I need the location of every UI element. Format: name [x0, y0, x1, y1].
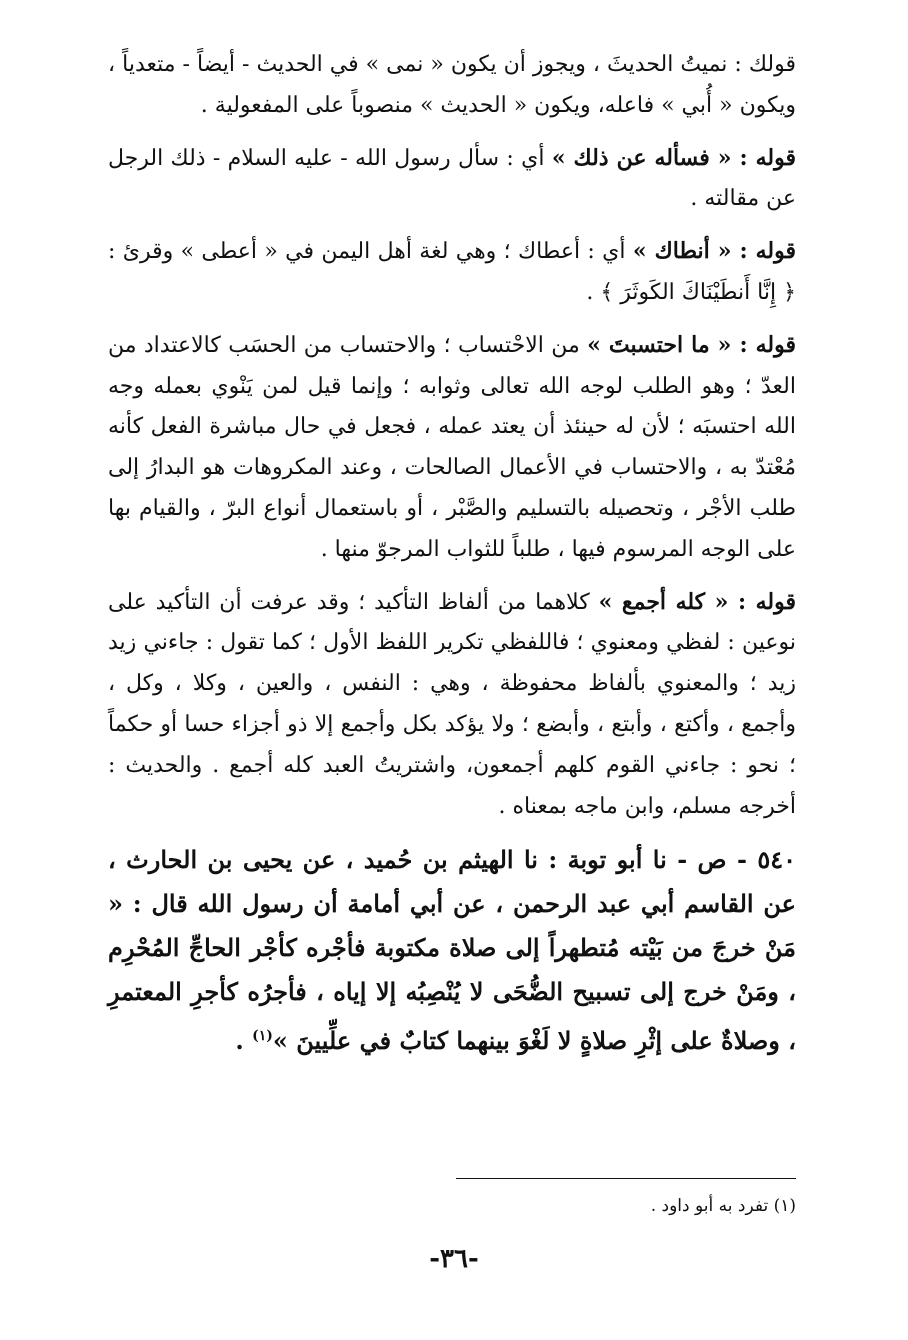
- paragraph-lead: قوله :: [728, 588, 797, 615]
- quoted-term: « كله أجمع »: [598, 588, 729, 615]
- commentary-body: [108, 44, 796, 1074]
- paragraph-text: أي : أعطاك ؛ وهي لغة أهل اليمن في « أعطى » وقرئ : ﴿ إِنَّا أَنطَيْنَاكَ الكَوثَرَ ﴾ .: [108, 239, 796, 305]
- paragraph-1: [108, 44, 796, 127]
- paragraph-5: [108, 582, 796, 828]
- paragraph-3: [108, 231, 796, 314]
- paragraph-2: [108, 138, 796, 221]
- page-number: -٣٦-: [429, 1244, 479, 1274]
- paragraph-lead: قوله :: [731, 331, 796, 358]
- paragraph-4: [108, 325, 796, 571]
- quoted-term: « فسأله عن ذلك »: [551, 144, 732, 171]
- footnote-ref: (١): [252, 1028, 273, 1045]
- hadith-540: [108, 838, 796, 1063]
- quoted-term: « ما احتسبتَ »: [587, 331, 732, 358]
- paragraph-lead: قوله :: [731, 238, 796, 265]
- paragraph-text: قولك : نميتُ الحديثَ ، ويجوز أن يكون « نمى » في الحديث - أيضاً - متعدياً ، ويكون « أُبي » فاعله، ويكون « الحديث » منصوباً على المفعولية .: [108, 52, 796, 118]
- paragraph-text: أي : سأل رسول الله - عليه السلام - ذلك الرجل عن مقالته .: [108, 145, 796, 212]
- paragraph-lead: قوله :: [731, 144, 796, 171]
- paragraph-text: من الاحْتساب ؛ والاحتساب من الحسَب كالاعتداد من العدّ ؛ وهو الطلب لوجه الله تعالى وثوابه ؛ وإنما قيل لمن يَنْوي بعمله وجه الله احتسبَه ؛ لأن له حينئذ أن يعتد عمله ، فجعل في حال مباشرة الفعل كأنه مُعْتدّ به ، والاحتساب في الأعمال الصالحات ، وعند المكروهات هو البدارُ إلى طلب الأجْر ، وتحصيله بالتسليم والصَّبْر ، أو باستعمال أنواع البرّ ، والقيام بها على الوجه المرسوم فيها ، طلباً للثواب المرجوّ منها .: [108, 332, 796, 562]
- hadith-text: ٥٤٠ - ص - نا أبو توبة : نا الهيثم بن حُميد ، عن يحيى بن الحارث ، عن القاسم أبي عبد الرحمن ، عن أبي أمامة أن رسول الله قال : « مَنْ خرجَ من بَيْته مُتطهراً إلى صلاة مكتوبة فأجْره كأجْر الحاجِّ المُحْرِم ، ومَنْ خرج إلى تسبيح الضُّحَى لا يُنْصِبُه إلا إياه ، فأجرُه كأجرِ المعتمرِ ، وصلاةٌ على إثْرِ صلاةٍ لا لَغْوَ بينهما كتابٌ في علِّيينَ »: [108, 845, 796, 1056]
- footnote: (١) تفرد به أبو داود .: [650, 1196, 796, 1216]
- footnote-divider: [456, 1178, 796, 1179]
- hadith-end: .: [235, 1026, 253, 1056]
- paragraph-text: كلاهما من ألفاظ التأكيد ؛ وقد عرفت أن التأكيد على نوعين : لفظي ومعنوي ؛ فاللفظي تكرير اللفظ الأول ؛ كما تقول : جاءني زيد زيد ؛ والمعنوي بألفاظ محفوظة ، وهي : النفس ، والعين ، وكلا ، وكل ، وأجمع ، وأكتع ، وأبتع ، وأبضع ؛ ولا يؤكد بكل وأجمع إلا ذو أجزاء حسا أو حكماً ؛ نحو : جاءني القوم كلهم أجمعون، واشتريتُ العبد كله أجمع . والحديث : أخرجه مسلم، وابن ماجه بمعناه .: [108, 589, 796, 819]
- quoted-term: « أنطاك »: [632, 238, 732, 265]
